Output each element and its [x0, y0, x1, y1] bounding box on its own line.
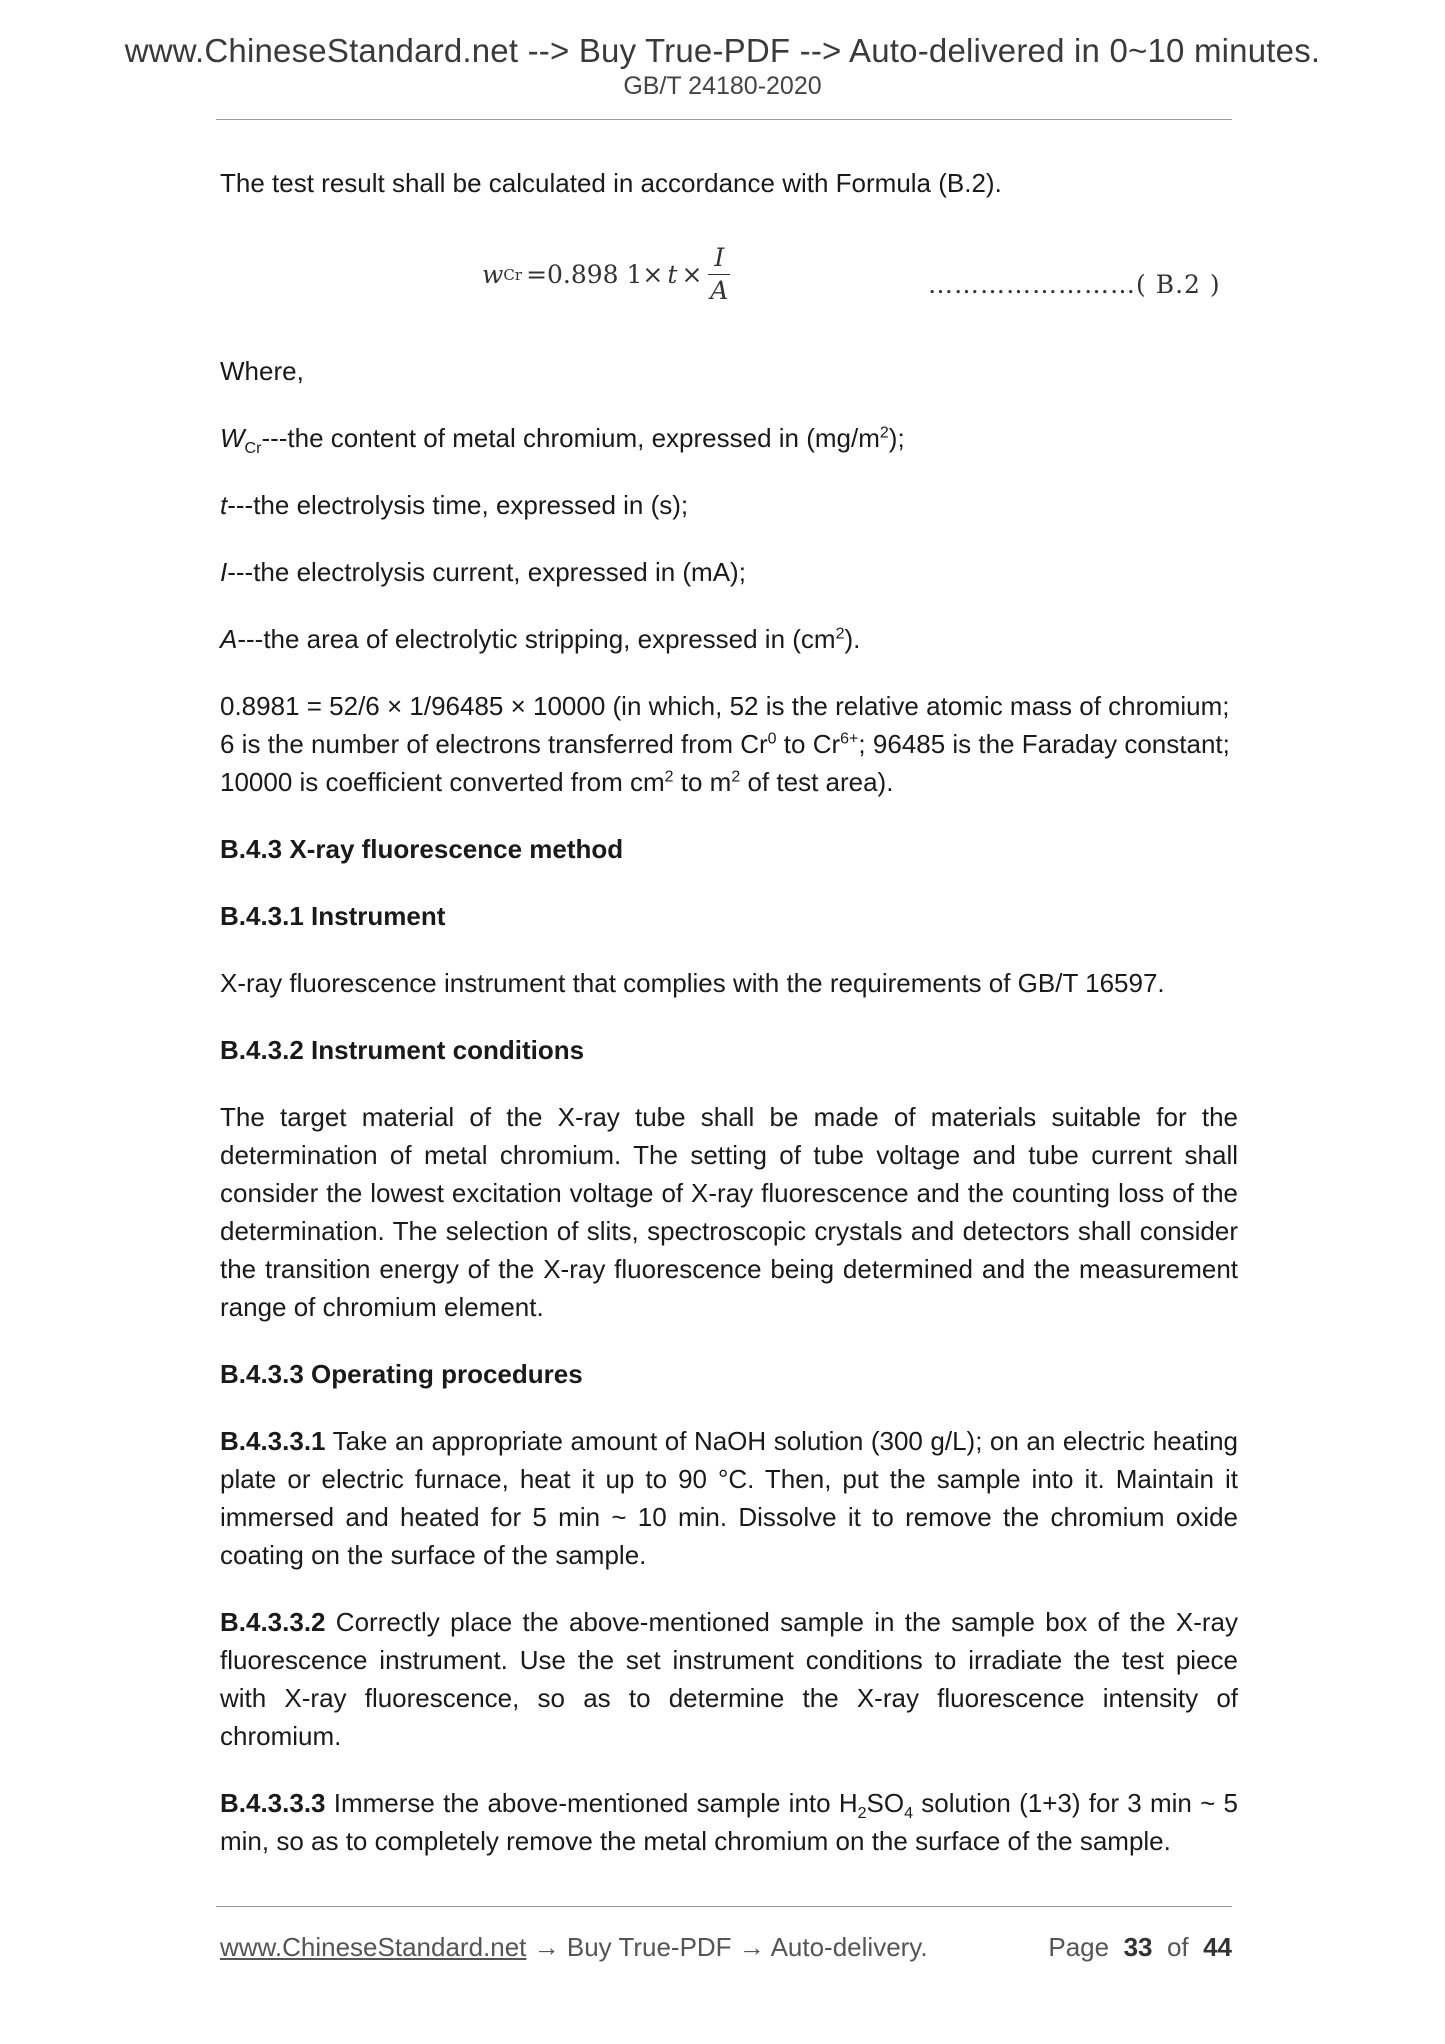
formula-numerator: I	[708, 242, 730, 275]
of-word: of	[1166, 1932, 1189, 1962]
definition-t	[220, 486, 1238, 524]
formula-denominator: A	[710, 276, 729, 305]
definition-symbol: I	[220, 557, 228, 587]
note-text: of test area).	[740, 767, 894, 797]
step-b-4-3-3-3	[220, 1784, 1238, 1860]
document-id: GB/T 24180-2020	[623, 72, 822, 100]
intro-paragraph: The test result shall be calculated in accordance with Formula (B.2).	[220, 168, 1002, 198]
page-number: 33	[1123, 1932, 1153, 1962]
note-text: ; 96485 is the Faraday constant; 10000 is coefficient converted from cm	[220, 729, 1230, 797]
definition-w	[220, 419, 1238, 457]
where-label: Where,	[220, 356, 304, 386]
step-text: Correctly place the above-mentioned sample in the sample box of the X-ray fluorescence instrument. Use the set instrument conditions to irradiate the test piece with X-ray fluorescence, so as to determine the X-ray fluorescence intensity of chromium.	[220, 1607, 1238, 1751]
definition-text-end: ).	[844, 624, 861, 654]
header-divider	[216, 119, 1232, 120]
formula-number: ……………………( B.2 )	[928, 270, 1221, 299]
formula-constant: =0.898 1×	[526, 259, 664, 289]
note-text: 0.8981 = 52/6 × 1/96485 × 10000 (in which, 52 is the relative atomic mass of chromium; 6 is the number of electrons transferred from Cr	[220, 691, 1230, 759]
note-sup: 2	[664, 768, 674, 786]
formula-b2	[220, 236, 1238, 326]
definition-a	[220, 620, 1238, 658]
note-text: to Cr	[776, 729, 841, 759]
site-banner: www.ChineseStandard.net --> Buy True-PDF --> Auto-delivered in 0~10 minutes.	[124, 32, 1321, 69]
step-label: B.4.3.3.2	[220, 1607, 326, 1637]
page-footer	[220, 1932, 1232, 1963]
formula-time-symbol: t	[667, 259, 678, 289]
definition-text: ---the content of metal chromium, expressed in (mg/m	[261, 423, 880, 453]
paragraph-b-4-3-1: X-ray fluorescence instrument that complies with the requirements of GB/T 16597.	[220, 968, 1165, 998]
formula-fraction	[708, 242, 730, 307]
definition-superscript: 2	[835, 625, 845, 643]
footer-divider	[216, 1906, 1232, 1907]
step-text: Take an appropriate amount of NaOH solution (300 g/L); on an electric heating plate or electric furnace, heat it up to 90 °C. Then, put the sample into it. Maintain it immersed and heated for 5 min ~ 10 min. Dissolve it to remove the chromium oxide coating on the surface of the sample.	[220, 1426, 1238, 1570]
constant-note	[220, 687, 1238, 801]
definition-i	[220, 553, 1238, 591]
step-text: Immerse the above-mentioned sample into H	[325, 1788, 858, 1818]
note-text: to m	[673, 767, 732, 797]
heading-b-4-3-2: B.4.3.2 Instrument conditions	[220, 1035, 585, 1065]
page-word: Page	[1048, 1932, 1110, 1962]
note-sup: 2	[731, 768, 741, 786]
formula-times: ×	[681, 259, 703, 289]
heading-b-4-3-3: B.4.3.3 Operating procedures	[220, 1359, 583, 1389]
definition-text: ---the electrolysis current, expressed in (mA);	[227, 557, 746, 587]
definition-subscript: Cr	[244, 440, 262, 458]
heading-b-4-3: B.4.3 X-ray fluorescence method	[220, 834, 624, 864]
step-label: B.4.3.3.1	[220, 1426, 326, 1456]
formula-expression: w Cr =0.898 1× t × $\frac{I}{A}$	[482, 243, 729, 305]
step-b-4-3-3-1	[220, 1422, 1238, 1574]
definition-text-end: );	[888, 423, 905, 453]
definition-symbol: W	[220, 423, 245, 453]
page-total: 44	[1203, 1932, 1232, 1962]
footer-text: → Buy True-PDF → Auto-delivery.	[526, 1932, 928, 1962]
paragraph-b-4-3-2: The target material of the X-ray tube shall be made of materials suitable for the determination of metal chromium. The setting of tube voltage and tube current shall consider the lowest excitation voltage of X-ray fluorescence and the counting loss of the determination. The selection of slits, spectroscopic crystals and detectors shall consider the transition energy of the X-ray fluorescence being determined and the measurement range of chromium element.	[220, 1102, 1238, 1322]
step-text: SO	[866, 1788, 905, 1818]
step-subscript: 2	[857, 1805, 867, 1823]
page-content	[220, 164, 1238, 1889]
definition-text: ---the electrolysis time, expressed in (s);	[227, 490, 689, 520]
step-b-4-3-3-2	[220, 1603, 1238, 1755]
note-sup: 0	[767, 730, 777, 748]
footer-link[interactable]: www.ChineseStandard.net	[220, 1932, 527, 1962]
definition-symbol: A	[220, 624, 238, 654]
formula-lhs-symbol: w	[482, 259, 504, 289]
step-subscript: 4	[904, 1805, 913, 1823]
note-sup: 6+	[840, 730, 859, 748]
definition-text: ---the area of electrolytic stripping, expressed in (cm	[237, 624, 836, 654]
page-indicator	[1048, 1932, 1232, 1963]
step-label: B.4.3.3.3	[220, 1788, 326, 1818]
heading-b-4-3-1: B.4.3.1 Instrument	[220, 901, 446, 931]
definition-symbol: t	[220, 490, 228, 520]
definition-superscript: 2	[879, 424, 889, 442]
step-text: solution (1+3) for 3 min ~ 5 min, so as to completely remove the metal chromium on the surface of the sample.	[220, 1788, 1239, 1856]
